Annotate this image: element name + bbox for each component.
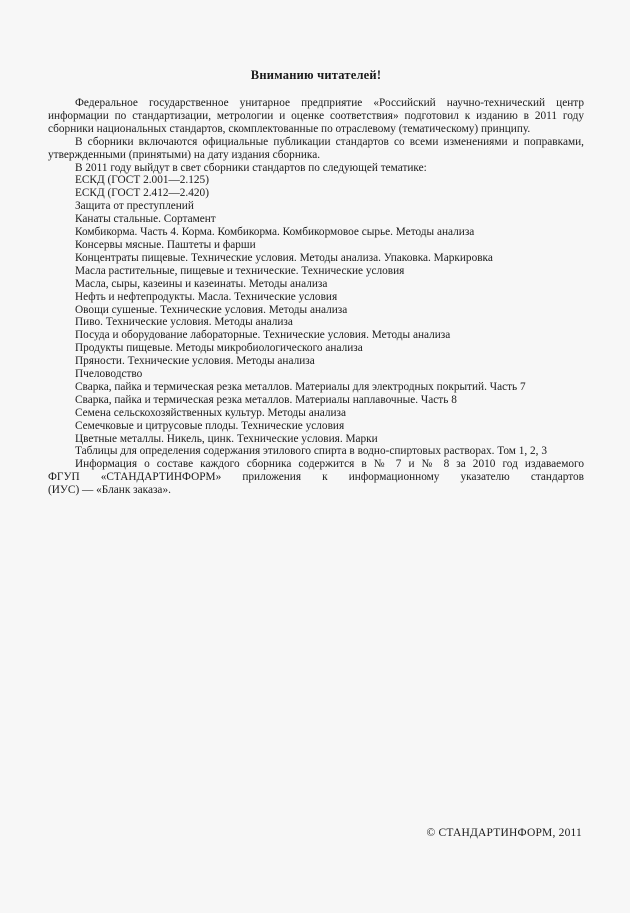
list-item: Консервы мясные. Паштеты и фарши — [75, 238, 256, 251]
list-item: Пряности. Технические условия. Методы анализа — [75, 355, 315, 368]
contents-paragraph: В сборники включаются официальные публикации стандартов со всеми изменениями и поправками, утвержденными (принятыми) на дату издания сборника. — [48, 135, 584, 161]
list-item: Комбикорма. Часть 4. Корма. Комбикорма. Комбикормовое сырье. Методы анализа — [75, 226, 475, 239]
list-item: Таблицы для определения содержания этилового спирта в водно-спиртовых растворах. Том 1, 2, 3 — [75, 445, 547, 458]
list-item: ЕСКД (ГОСТ 2.001—2.125) — [75, 174, 209, 187]
list-item: Канаты стальные. Сортамент — [75, 213, 216, 226]
list-item: Продукты пищевые. Методы микробиологического анализа — [75, 342, 363, 355]
list-item: Масла, сыры, казеины и казеинаты. Методы анализа — [75, 277, 328, 290]
document-body — [48, 97, 584, 497]
list-item: Цветные металлы. Никель, цинк. Технические условия. Марки — [75, 432, 378, 445]
list-item: Семечковые и цитрусовые плоды. Технические условия — [75, 419, 345, 432]
list-item: Посуда и оборудование лабораторные. Технические условия. Методы анализа — [75, 329, 451, 342]
list-item: Сварка, пайка и термическая резка металлов. Материалы наплавочные. Часть 8 — [75, 393, 457, 406]
copyright-footer: © СТАНДАРТИНФОРМ, 2011 — [426, 827, 582, 839]
list-item: Семена сельскохозяйственных культур. Методы анализа — [75, 406, 347, 419]
info-line: Информация о составе каждого сборника содержится в № 7 и № 8 за 2010 год издаваемого — [75, 458, 584, 471]
list-item: ЕСКД (ГОСТ 2.412—2.420) — [75, 187, 209, 200]
info-line: ФГУП «СТАНДАРТИНФОРМ» приложения к информационному указателю стандартов — [48, 471, 584, 484]
intro-paragraph: Федеральное государственное унитарное предприятие «Российский научно-технический центр информации по стандартизации, метрологии и оценке соответствия» подготовил к изданию в 2011 году сборники национальных стандартов, скомплектованные по отраслевому (тематическому) принципу. — [48, 97, 584, 135]
list-intro: В 2011 году выйдут в свет сборники стандартов по следующей тематике: — [75, 161, 427, 174]
list-item: Масла растительные, пищевые и технические. Технические условия — [75, 264, 405, 277]
collections-list — [48, 174, 584, 458]
list-item: Нефть и нефтепродукты. Масла. Технические условия — [75, 290, 338, 303]
list-item: Концентраты пищевые. Технические условия. Методы анализа. Упаковка. Маркировка — [75, 251, 493, 264]
list-item: Овощи сушеные. Технические условия. Методы анализа — [75, 303, 348, 316]
list-item: Защита от преступлений — [75, 200, 194, 213]
list-item: Сварка, пайка и термическая резка металлов. Материалы для электродных покрытий. Часть 7 — [75, 380, 526, 393]
info-paragraph — [48, 458, 584, 497]
page-title: Вниманию читателей! — [250, 68, 382, 82]
info-line: (ИУС) — «Бланк заказа». — [48, 484, 171, 497]
list-item: Пиво. Технические условия. Методы анализа — [75, 316, 293, 329]
list-item: Пчеловодство — [75, 368, 143, 381]
